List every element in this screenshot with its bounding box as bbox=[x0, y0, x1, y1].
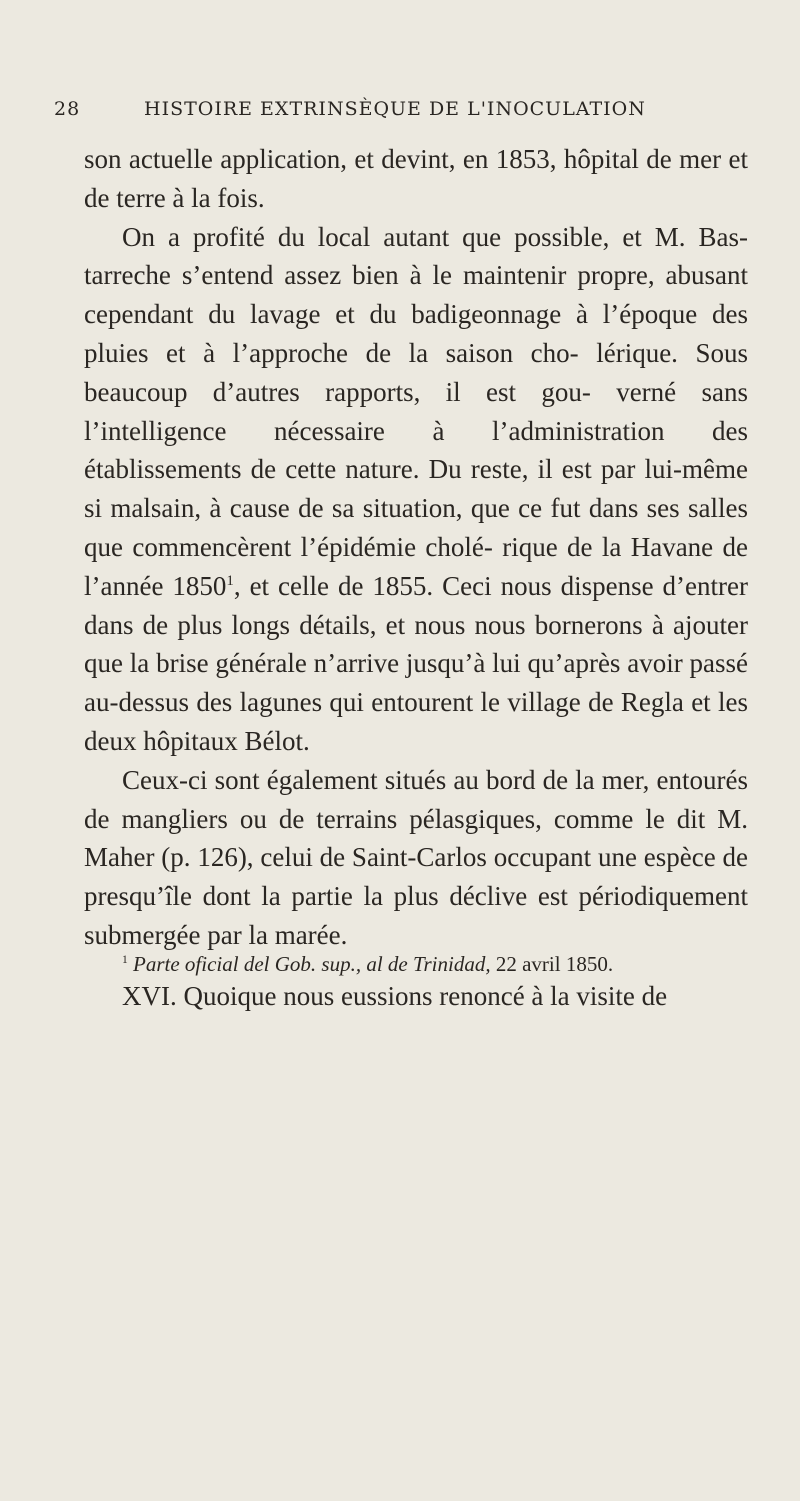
footnote-source: Parte oficial del Gob. sup., al de Trinidad, bbox=[133, 952, 491, 976]
footnote bbox=[84, 950, 748, 978]
footnote-marker: 1 bbox=[122, 954, 128, 966]
paragraph-section-xvi: XVI. Quoique nous eussions renoncé à la visite de bbox=[122, 980, 668, 1011]
page-number: 28 bbox=[54, 98, 81, 120]
footnote-date: 22 avril 1850. bbox=[495, 952, 614, 976]
paragraph: Ceux-ci sont également situés au bord de la mer, entourés de mangliers ou de terrains pélasgiques, comme le dit M. Maher (p. 126), celui de Saint-Carlos occupant une espèce de presqu’île dont la partie la plus déclive est périodiquement submergée par la marée. bbox=[84, 764, 749, 950]
footnote-reference: 1 bbox=[226, 572, 234, 589]
running-title: HISTOIRE EXTRINSÈQUE DE L'INOCULATION bbox=[144, 98, 646, 120]
paragraph: On a profité du local autant que possible, et M. Bas- tarreche s’entend assez bien à le maintenir propre, abusant cependant du lavage et du badigeonnage à l’époque des pluies et à l’approche de la saison cho- lérique. Sous beaucoup d’autres rapports, il est gou- verné sans l’intelligence nécessaire à l’administration des établissements de cette nature. Du reste, il est par lui-même si malsain, à cause de sa situation, que ce fut dans ses salles que commencèrent l’épidémie cholé- rique de la Havane de l’année 1850$^1$, et celle de 1855. Ceci nous dispense d’entrer dans de plus longs détails, et nous nous bornerons à ajouter que la brise générale n’arrive jusqu’à lui qu’après avoir passé au-dessus des lagunes qui entourent le village de Regla et les deux hôpitaux Bélot. bbox=[84, 221, 749, 756]
running-header bbox=[54, 98, 754, 128]
paragraph: son actuelle application, et devint, en 1853, hôpital de mer et de terre à la fois. bbox=[84, 144, 748, 213]
main-text bbox=[84, 140, 748, 1016]
